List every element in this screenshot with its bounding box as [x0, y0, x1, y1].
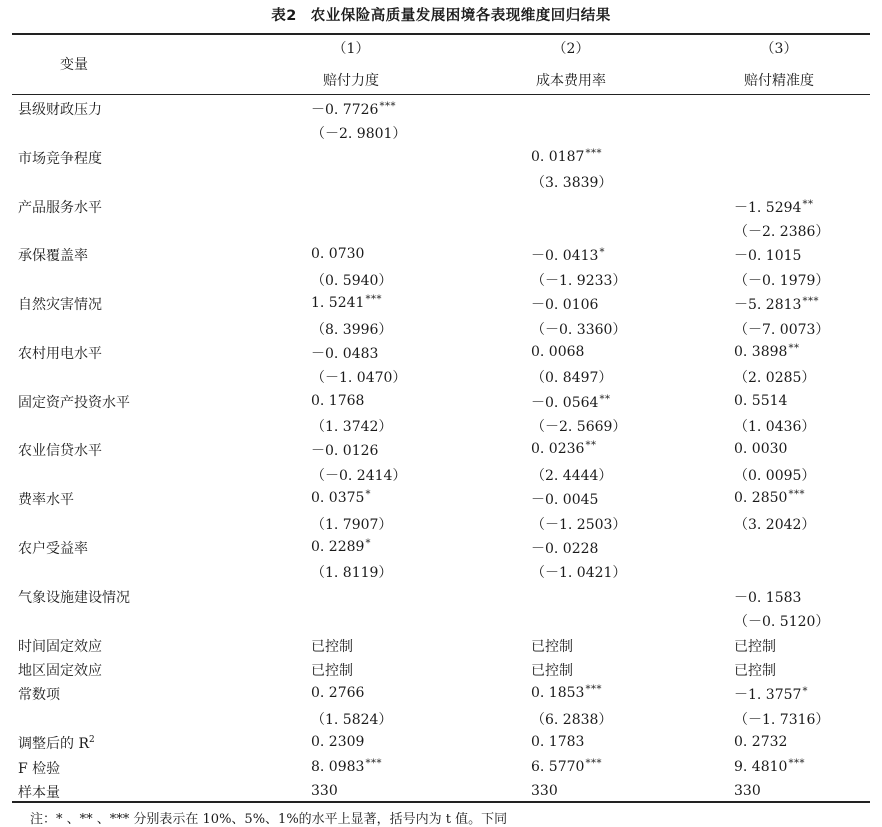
row-label-text: 县级财政压力	[18, 102, 102, 118]
row-label-text: 市场竞争程度	[18, 150, 102, 167]
cell-value: 0. 1853	[531, 685, 585, 702]
table-cell	[734, 587, 802, 607]
table-cell	[311, 245, 365, 262]
table-cell	[734, 733, 788, 750]
table-cell	[531, 514, 627, 534]
cell-value: 330	[531, 782, 558, 799]
table-cell	[734, 489, 805, 506]
cell-value: 0. 0730	[311, 246, 365, 263]
row-label	[18, 684, 60, 704]
column-1-label: 赔付力度	[323, 73, 379, 89]
cell-value: －0. 7726	[311, 102, 379, 118]
row-label	[18, 489, 74, 509]
table-cell	[734, 538, 735, 555]
row-label	[18, 660, 102, 680]
row-label	[18, 538, 88, 558]
row-label-text: 承保覆盖率	[18, 248, 88, 265]
row-label	[18, 733, 95, 753]
cell-value: （－7. 0073）	[734, 321, 830, 338]
cell-value: （－2. 9801）	[311, 126, 407, 143]
table-cell	[311, 684, 365, 701]
cell-value: 0. 2766	[311, 685, 365, 702]
cell-value: 0. 2850	[734, 490, 788, 507]
cell-value: （－0. 2414）	[311, 467, 407, 484]
cell-value: 0. 2289	[311, 539, 365, 556]
table-cell	[311, 562, 393, 582]
table-cell	[734, 392, 788, 409]
row-label	[18, 440, 102, 460]
significance-stars: *	[365, 538, 371, 550]
table-cell	[311, 636, 354, 656]
cell-value: 1. 5241	[311, 295, 365, 312]
table-row	[0, 632, 882, 656]
row-label-text: 农户受益率	[18, 541, 88, 558]
table-cell	[311, 367, 407, 387]
cell-value: （－2. 2386）	[734, 223, 830, 240]
row-label	[18, 197, 102, 217]
table-cell	[311, 611, 312, 628]
table-row	[0, 778, 882, 802]
cell-value: －0. 0564	[531, 394, 599, 411]
significance-stars: ***	[585, 684, 602, 696]
cell-value: －0. 0106	[531, 297, 599, 314]
significance-stars: *	[802, 686, 808, 698]
table-cell	[734, 440, 788, 457]
cell-value: 0. 1783	[531, 734, 585, 751]
cell-value: （2. 0285）	[734, 370, 816, 387]
cell-value: 0. 0187	[531, 148, 585, 165]
table-cell	[734, 172, 735, 189]
row-label-text: 调整后的 R	[18, 736, 89, 753]
table-cell	[311, 319, 393, 339]
significance-stars: *	[599, 247, 605, 259]
table-cell	[531, 489, 599, 509]
table-cell	[531, 343, 585, 360]
cell-value: －0. 0483	[311, 345, 379, 362]
table-cell	[734, 221, 830, 241]
significance-stars: **	[788, 342, 800, 354]
cell-value: －0. 1015	[734, 248, 802, 265]
table-cell	[531, 782, 559, 799]
table-cell	[734, 343, 799, 360]
table-cell	[734, 562, 735, 579]
table-cell	[311, 465, 407, 485]
cell-value: －0. 0413	[531, 248, 599, 265]
table-row	[0, 144, 882, 168]
table-row	[0, 534, 882, 558]
table-cell	[734, 684, 808, 704]
cell-value: （8. 3996）	[311, 321, 393, 338]
table-cell	[531, 221, 532, 238]
table-cell	[311, 392, 365, 409]
significance-stars: **	[802, 198, 814, 210]
table-cell	[531, 123, 532, 140]
significance-stars: ***	[802, 296, 819, 308]
table-note: 注：* 、** 、*** 分别表示在 10%、5%、1%的水平上显著，括号内为 t 值。下同	[30, 812, 508, 827]
table-cell	[531, 245, 605, 265]
table-row	[0, 315, 882, 339]
row-label-text: 产品服务水平	[18, 199, 102, 216]
table-cell	[311, 416, 393, 436]
table-cell	[734, 99, 735, 116]
table-row	[0, 241, 882, 265]
significance-stars: **	[599, 393, 611, 405]
cell-value: 已控制	[734, 662, 776, 679]
cell-value: 0. 5514	[734, 392, 788, 409]
table-row	[0, 193, 882, 217]
table-cell	[311, 514, 393, 534]
significance-stars: ***	[379, 101, 396, 112]
table-cell	[734, 123, 735, 140]
table-row	[0, 729, 882, 753]
cell-value: 0. 3898	[734, 343, 788, 360]
table-cell	[311, 489, 371, 506]
row-label-text: 气象设施建设情况	[18, 589, 130, 606]
cell-value: －5. 2813	[734, 297, 802, 314]
table-cell	[311, 197, 312, 214]
table-row	[0, 510, 882, 534]
row-label	[18, 782, 60, 802]
table-cell	[311, 99, 396, 119]
significance-stars: ***	[365, 294, 382, 306]
table-cell	[311, 294, 382, 311]
column-3-index: （3）	[760, 41, 798, 57]
table-cell	[311, 123, 407, 143]
cell-value: （－0. 3360）	[531, 321, 627, 338]
cell-value: （0. 0095）	[734, 467, 816, 484]
cell-value: （－1. 0421）	[531, 565, 627, 582]
cell-value: 已控制	[531, 662, 573, 679]
row-label	[18, 392, 130, 412]
table-cell	[734, 782, 762, 799]
table-cell	[734, 514, 816, 534]
table-cell	[734, 660, 777, 680]
row-label-text: F 检验	[18, 760, 61, 777]
cell-value: （1. 0436）	[734, 419, 816, 436]
table-cell	[531, 197, 532, 214]
table-row	[0, 388, 882, 412]
table-cell	[734, 465, 816, 485]
cell-value: 已控制	[531, 638, 573, 655]
table-cell	[531, 440, 596, 457]
cell-value: （3. 2042）	[734, 516, 816, 533]
significance-stars: *	[365, 489, 371, 501]
cell-value: 330	[734, 782, 761, 799]
table-cell	[311, 709, 393, 729]
cell-value: （1. 8119）	[311, 565, 393, 582]
column-3-label: 赔付精准度	[744, 73, 814, 89]
cell-value: 0. 0068	[531, 343, 585, 360]
table-cell	[531, 660, 574, 680]
table-cell	[311, 587, 312, 604]
table-cell	[531, 148, 602, 165]
table-cell	[531, 611, 532, 628]
table-cell	[734, 148, 735, 165]
row-label-text: 样本量	[18, 784, 60, 801]
cell-value: 0. 0375	[311, 490, 365, 507]
cell-value: 0. 2732	[734, 734, 788, 751]
table-row	[0, 680, 882, 704]
cell-value: 6. 5770	[531, 758, 585, 775]
table-row	[0, 754, 882, 778]
table-cell	[531, 294, 599, 314]
table-cell	[531, 636, 574, 656]
table-row	[0, 168, 882, 192]
column-2-index: （2）	[552, 41, 590, 57]
cell-value: －1. 5294	[734, 199, 802, 216]
table-number: 表2	[271, 8, 297, 24]
table-cell	[311, 538, 371, 555]
table-row	[0, 705, 882, 729]
table-cell	[734, 319, 830, 339]
row-label-superscript: 2	[89, 735, 95, 746]
table-row	[0, 95, 882, 119]
significance-stars: ***	[585, 147, 602, 159]
cell-value: （0. 8497）	[531, 370, 613, 387]
table-cell	[531, 562, 627, 582]
row-label	[18, 99, 102, 119]
cell-value: （－0. 5120）	[734, 614, 830, 631]
row-label	[18, 587, 130, 607]
cell-value: 已控制	[311, 638, 353, 655]
row-label-text: 常数项	[18, 687, 60, 704]
table-cell	[531, 392, 610, 412]
table-title-text: 农业保险高质量发展困境各表现维度回归结果	[310, 8, 611, 24]
cell-value: 0. 0236	[531, 441, 585, 458]
row-label-text: 固定资产投资水平	[18, 394, 130, 411]
variable-header: 变量	[60, 57, 88, 73]
table-row	[0, 656, 882, 680]
table-cell	[531, 758, 602, 775]
significance-stars: ***	[788, 757, 805, 769]
bottom-rule	[12, 801, 870, 803]
table-cell	[311, 221, 312, 238]
cell-value: 已控制	[734, 638, 776, 655]
table-row	[0, 461, 882, 485]
row-label	[18, 148, 102, 168]
significance-stars: **	[585, 440, 597, 452]
cell-value: （2. 4444）	[531, 467, 613, 484]
row-label-text: 农业信贷水平	[18, 443, 102, 460]
row-label-text: 费率水平	[18, 492, 74, 509]
table-cell	[311, 660, 354, 680]
table-cell	[531, 538, 599, 558]
row-label-text: 自然灾害情况	[18, 297, 102, 314]
table-cell	[531, 733, 585, 750]
table-row	[0, 485, 882, 509]
cell-value: （－2. 5669）	[531, 419, 627, 436]
row-label	[18, 758, 60, 778]
cell-value: （－1. 9233）	[531, 272, 627, 289]
cell-value: （－1. 7316）	[734, 711, 830, 728]
row-label	[18, 294, 102, 314]
table-cell	[734, 416, 816, 436]
cell-value: 330	[311, 782, 338, 799]
row-label-text: 地区固定效应	[18, 662, 102, 679]
cell-value: （－0. 1979）	[734, 272, 830, 289]
table-cell	[311, 172, 312, 189]
table-body	[0, 95, 882, 802]
table-cell	[311, 270, 393, 290]
cell-value: 0. 1768	[311, 392, 365, 409]
table-cell	[531, 172, 613, 192]
table-cell	[734, 611, 830, 631]
table-cell	[734, 758, 805, 775]
table-row	[0, 583, 882, 607]
table-row	[0, 217, 882, 241]
table-cell	[311, 343, 379, 363]
significance-stars: ***	[585, 757, 602, 769]
row-label-text: 时间固定效应	[18, 638, 102, 655]
table-cell	[531, 587, 532, 604]
table-cell	[311, 148, 312, 165]
table-cell	[734, 270, 830, 290]
table-cell	[531, 270, 627, 290]
table-cell	[311, 440, 379, 460]
table-cell	[531, 319, 627, 339]
column-2-label: 成本费用率	[536, 73, 606, 89]
table-row	[0, 558, 882, 582]
cell-value: 已控制	[311, 662, 353, 679]
cell-value: －0. 0228	[531, 541, 599, 558]
table-cell	[531, 416, 627, 436]
table-row	[0, 412, 882, 436]
row-label	[18, 636, 102, 656]
significance-stars: ***	[365, 757, 382, 769]
cell-value: （－1. 2503）	[531, 516, 627, 533]
row-label	[18, 245, 88, 265]
table-cell	[311, 782, 339, 799]
significance-stars: ***	[788, 489, 805, 501]
row-label-text: 农村用电水平	[18, 345, 102, 362]
table-title	[0, 4, 882, 25]
cell-value: 9. 4810	[734, 758, 788, 775]
cell-value: （1. 5824）	[311, 711, 393, 728]
row-label	[18, 343, 102, 363]
cell-value: （1. 7907）	[311, 516, 393, 533]
table-cell	[734, 197, 813, 217]
table-row	[0, 436, 882, 460]
cell-value: －1. 3757	[734, 687, 802, 704]
top-rule	[12, 33, 870, 35]
cell-value: （1. 3742）	[311, 419, 393, 436]
cell-value: 0. 2309	[311, 734, 365, 751]
cell-value: （－1. 0470）	[311, 370, 407, 387]
table-row	[0, 607, 882, 631]
cell-value: （6. 2838）	[531, 711, 613, 728]
table-cell	[311, 758, 382, 775]
table-cell	[531, 99, 532, 116]
table-row	[0, 290, 882, 314]
table-cell	[531, 367, 613, 387]
table-cell	[734, 367, 816, 387]
cell-value: （0. 5940）	[311, 272, 393, 289]
table-cell	[531, 465, 613, 485]
table-cell	[734, 245, 802, 265]
table-row	[0, 119, 882, 143]
table-row	[0, 363, 882, 387]
cell-value: 8. 0983	[311, 758, 365, 775]
cell-value: －0. 0126	[311, 443, 379, 460]
cell-value: －0. 1583	[734, 589, 802, 606]
cell-value: （3. 3839）	[531, 175, 613, 192]
table-row	[0, 266, 882, 290]
column-1-index: （1）	[332, 41, 370, 57]
table-cell	[734, 294, 819, 314]
table-cell	[531, 709, 613, 729]
table-cell	[531, 684, 602, 701]
cell-value: －0. 0045	[531, 492, 599, 509]
cell-value: 0. 0030	[734, 441, 788, 458]
table-cell	[734, 709, 830, 729]
table-cell	[311, 733, 365, 750]
table-cell	[734, 636, 777, 656]
table-row	[0, 339, 882, 363]
